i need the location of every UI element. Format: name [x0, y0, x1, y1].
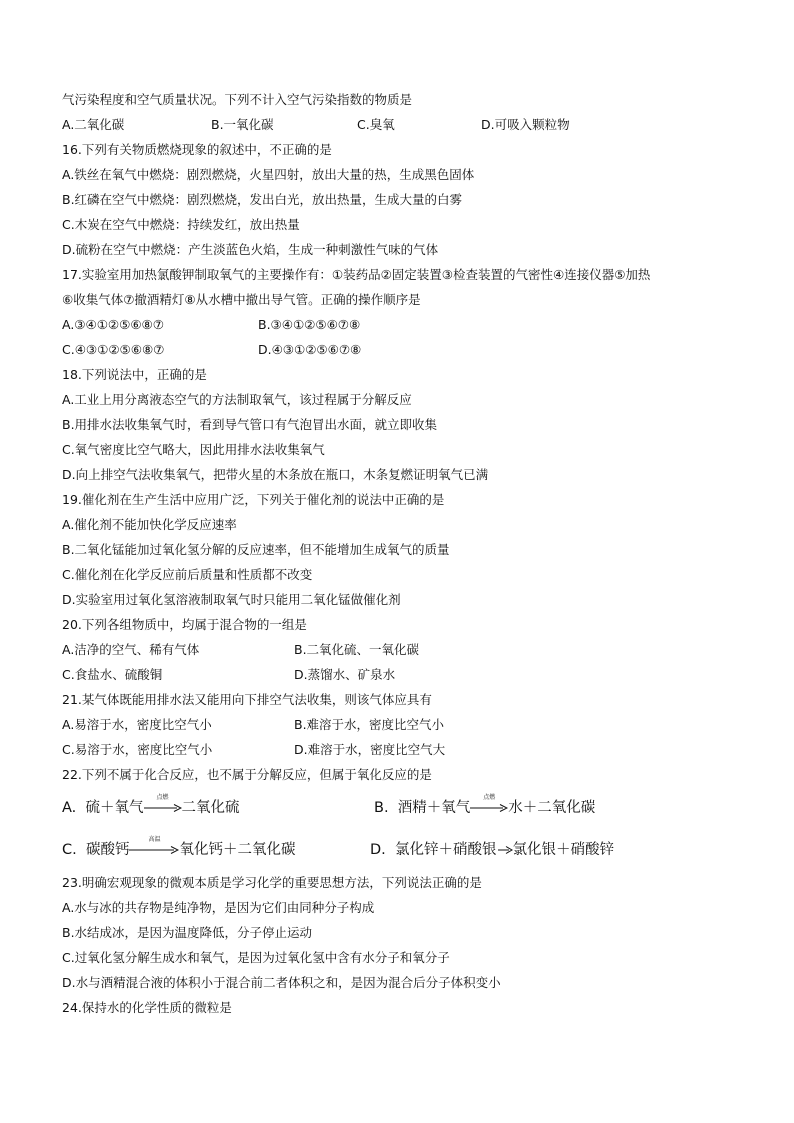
- q15-option-c: C.臭氧: [357, 117, 395, 132]
- reaction-arrow: [470, 794, 508, 813]
- q16-option-a: A.铁丝在氧气中燃烧：剧烈燃烧，火星四射，放出大量的热，生成黑色固体: [62, 167, 475, 182]
- question-15-stem-continued: 气污染程度和空气质量状况。下列不计入空气污染指数的物质是: [62, 92, 413, 107]
- reaction-arrow: [129, 836, 179, 855]
- reactants: 硫＋氧气: [85, 800, 144, 816]
- q15-option-b: B.一氧化碳: [211, 117, 274, 132]
- q17-option-b: B.③④①②⑤⑥⑦⑧: [258, 317, 361, 332]
- option-label: D.: [370, 842, 386, 858]
- q22-option-b: [374, 794, 596, 818]
- q16-option-d: D.硫粉在空气中燃烧：产生淡蓝色火焰，生成一种刺激性气味的气体: [62, 242, 439, 257]
- reactants: 碳酸钙: [85, 842, 130, 858]
- question-17-stem-continued: ⑥收集气体⑦撤酒精灯⑧从水槽中撤出导气管。正确的操作顺序是: [62, 292, 421, 307]
- reaction-arrow: [144, 794, 182, 813]
- q21-option-c: C.易溶于水，密度比空气小: [62, 742, 213, 757]
- reaction-condition: 点燃: [483, 794, 496, 801]
- option-label: A.: [62, 800, 77, 816]
- q18-option-c: C.氧气密度比空气略大，因此用排水法收集氧气: [62, 442, 325, 457]
- q20-option-d: D.蒸馏水、矿泉水: [294, 667, 396, 682]
- q23-option-b: B.水结成冰，是因为温度降低，分子停止运动: [62, 925, 313, 940]
- products: 氧化钙＋二氧化碳: [179, 842, 296, 858]
- products: 氯化银＋硝酸锌: [512, 842, 614, 858]
- q23-option-d: D.水与酒精混合液的体积小于混合前二者体积之和，是因为混合后分子体积变小: [62, 975, 501, 990]
- q22-option-c: [62, 836, 296, 860]
- q16-option-b: B.红磷在空气中燃烧：剧烈燃烧，发出白光，放出热量，生成大量的白雾: [62, 192, 463, 207]
- q19-option-d: D.实验室用过氧化氢溶液制取氧气时只能用二氧化锰做催化剂: [62, 592, 401, 607]
- q19-option-a: A.催化剂不能加快化学反应速率: [62, 517, 237, 532]
- question-24-stem: 24.保持水的化学性质的微粒是: [62, 1000, 232, 1015]
- q19-option-c: C.催化剂在化学反应前后质量和性质都不改变: [62, 567, 313, 582]
- option-label: C.: [62, 842, 77, 858]
- q15-option-d: D.可吸入颗粒物: [481, 117, 570, 132]
- q23-option-c: C.过氧化氢分解生成水和氧气，是因为过氧化氢中含有水分子和氧分子: [62, 950, 450, 965]
- q19-option-b: B.二氧化锰能加过氧化氢分解的反应速率，但不能增加生成氧气的质量: [62, 542, 450, 557]
- q21-option-d: D.难溶于水，密度比空气大: [294, 742, 446, 757]
- reactants: 酒精＋氧气: [397, 800, 471, 816]
- q23-option-a: A.水与冰的共存物是纯净物，是因为它们由同种分子构成: [62, 900, 375, 915]
- q22-option-a: [62, 794, 240, 818]
- option-label: B.: [374, 800, 389, 816]
- q20-option-a: A.洁净的空气、稀有气体: [62, 642, 200, 657]
- question-21-stem: 21.某气体既能用排水法又能用向下排空气法收集，则该气体应具有: [62, 692, 432, 707]
- products: 水＋二氧化碳: [508, 800, 596, 816]
- q21-option-b: B.难溶于水，密度比空气小: [294, 717, 445, 732]
- question-16-stem: 16.下列有关物质燃烧现象的叙述中，不正确的是: [62, 142, 332, 157]
- q17-option-a: A.③④①②⑤⑥⑧⑦: [62, 317, 164, 332]
- question-19-stem: 19.催化剂在生产生活中应用广泛，下列关于催化剂的说法中正确的是: [62, 492, 445, 507]
- reactants: 氯化锌＋硝酸银: [395, 842, 497, 858]
- q17-option-d: D.④③①②⑤⑥⑦⑧: [258, 342, 362, 357]
- question-22-stem: 22.下列不属于化合反应，也不属于分解反应，但属于氧化反应的是: [62, 767, 432, 782]
- question-23-stem: 23.明确宏观现象的微观本质是学习化学的重要思想方法，下列说法正确的是: [62, 875, 482, 890]
- q18-option-b: B.用排水法收集氧气时，看到导气管口有气泡冒出水面，就立即收集: [62, 417, 438, 432]
- q21-option-a: A.易溶于水，密度比空气小: [62, 717, 212, 732]
- q20-option-b: B.二氧化硫、一氧化碳: [294, 642, 420, 657]
- q20-option-c: C.食盐水、硫酸铜: [62, 667, 163, 682]
- question-18-stem: 18.下列说法中，正确的是: [62, 367, 207, 382]
- q17-option-c: C.④③①②⑤⑥⑧⑦: [62, 342, 165, 357]
- products: 二氧化硫: [181, 800, 240, 816]
- reaction-arrow: [497, 845, 513, 855]
- q15-option-a: A.二氧化碳: [62, 117, 125, 132]
- reaction-condition: 点燃: [156, 794, 169, 801]
- reaction-condition: 高温: [148, 836, 161, 843]
- q16-option-c: C.木炭在空气中燃烧：持续发红，放出热量: [62, 217, 300, 232]
- question-17-stem: 17.实验室用加热氯酸钾制取氧气的主要操作有：①装药品②固定装置③检查装置的气密性④连接仪器⑤加热: [62, 267, 651, 282]
- q18-option-d: D.向上排空气法收集氧气，把带火星的木条放在瓶口，木条复燃证明氧气已满: [62, 467, 489, 482]
- question-20-stem: 20.下列各组物质中，均属于混合物的一组是: [62, 617, 307, 632]
- q18-option-a: A.工业上用分离液态空气的方法制取氧气，该过程属于分解反应: [62, 392, 412, 407]
- q22-option-d: [370, 840, 614, 860]
